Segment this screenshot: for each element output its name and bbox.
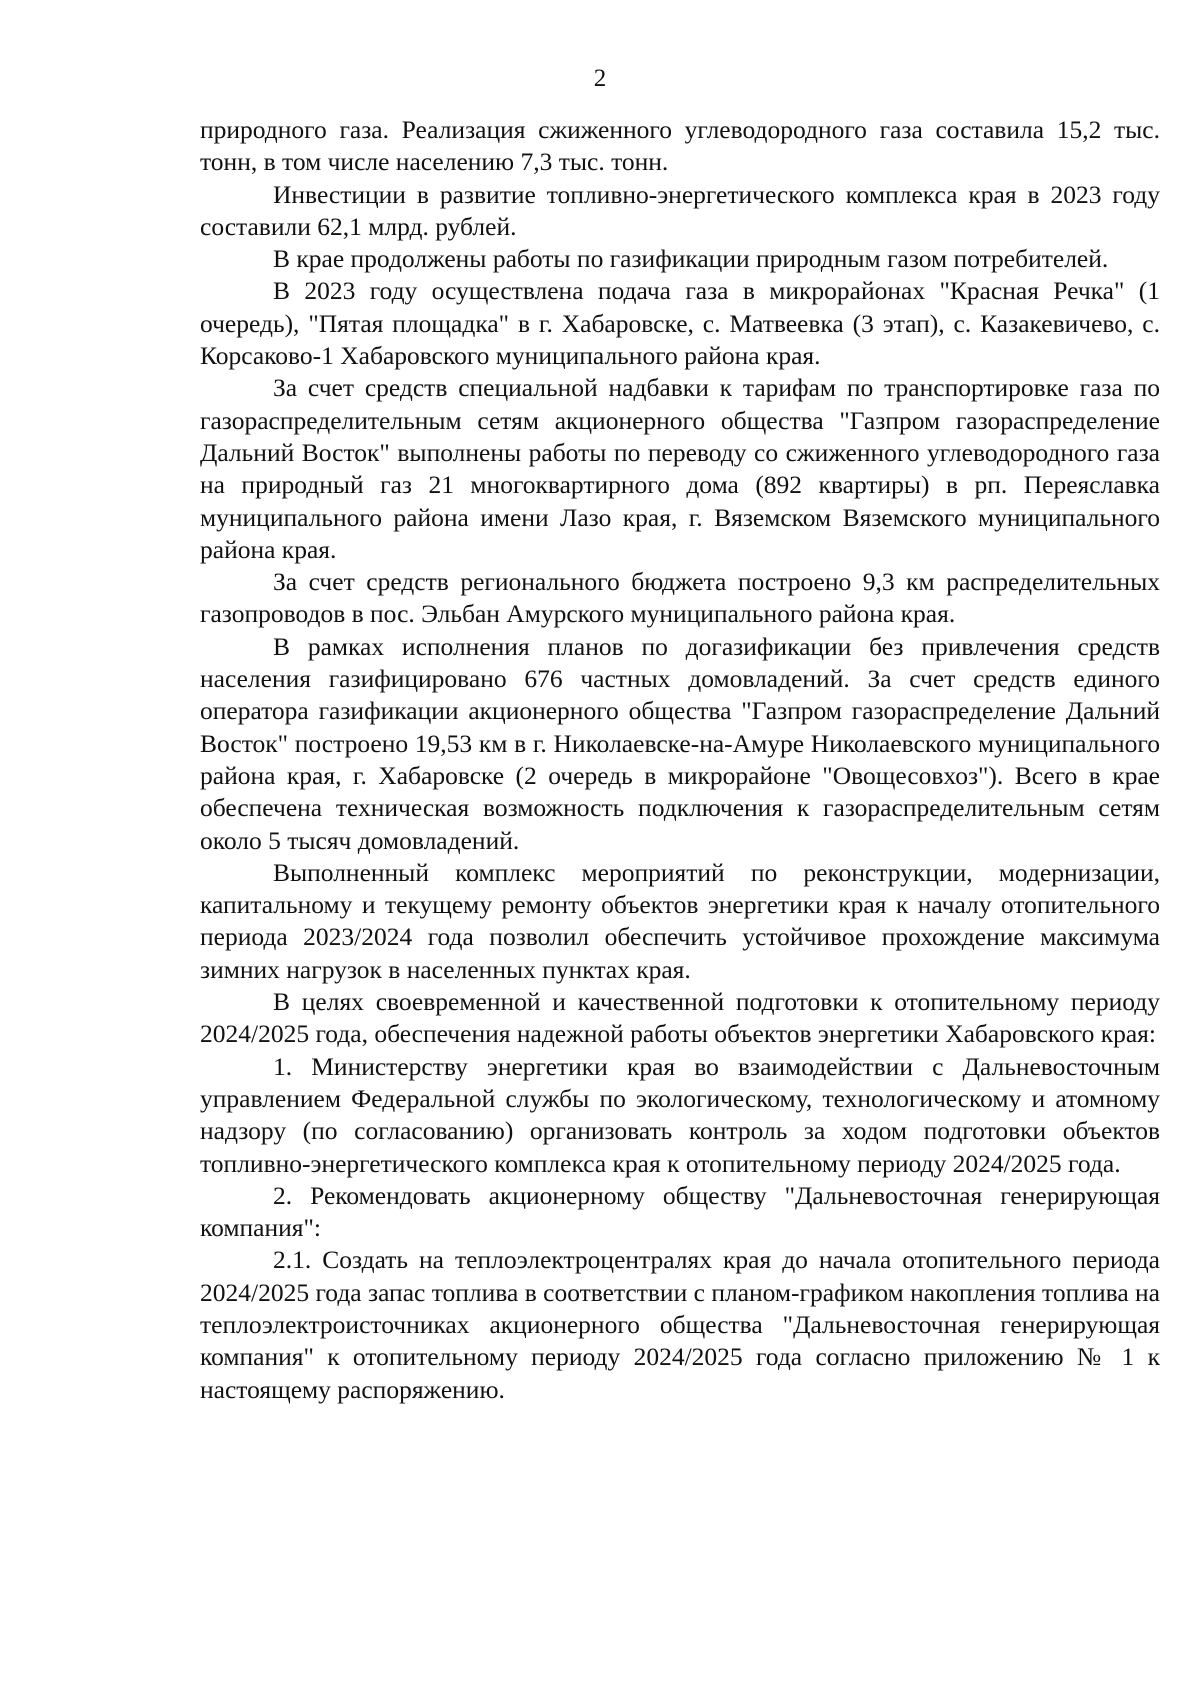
paragraph-investments: Инвестиции в развитие топливно-энергетического комплекса края в 2023 году составили 62,1 млрд. рублей.	[200, 179, 1160, 241]
paragraph-preparation-goals: В целях своевременной и качественной подготовки к отопительному периоду 2024/2025 года, обеспечения надежной работы объектов энергетики Хабаровского края:	[200, 987, 1160, 1049]
paragraph-special-surcharge: За счет средств специальной надбавки к тарифам по транспортировке газа по газораспределительным сетям акционерного общества "Газпром газораспределение Дальний Восток" выполнены работы по переводу со сжиженного углеводородного газа на природный газ 21 многоквартирного дома (892 квартиры) в рп. Переяславка муниципального района имени Лазо края, г. Вяземском Вяземского муниципального района края.	[200, 373, 1160, 564]
paragraph-regional-budget: За счет средств регионального бюджета построено 9,3 км распределительных газопроводов в пос. Эльбан Амурского муниципального района края.	[200, 567, 1160, 629]
paragraph-item-1: 1. Министерству энергетики края во взаимодействии с Дальневосточным управлением Федеральной службы по экологическому, технологическому и атомному надзору (по согласованию) организовать контроль за ходом подготовки объектов топливно-энергетического комплекса края к отопительному периоду 2024/2025 года.	[200, 1051, 1160, 1178]
document-body	[200, 114, 1160, 1406]
paragraph-additional-gasification: В рамках исполнения планов по догазификации без привлечения средств населения газифицировано 676 частных домовладений. За счет средств единого оператора газификации акционерного общества "Газпром газораспределение Дальний Восток" построено 19,53 км в г. Николаевске-на-Амуре Николаевского муниципального района края, г. Хабаровске (2 очередь в микрорайоне "Овощесовхоз"). Всего в крае обеспечена техническая возможность подключения к газораспределительным сетям около 5 тысяч домовладений.	[200, 631, 1160, 855]
page-number: 2	[593, 65, 607, 92]
paragraph-heating-season-results: Выполненный комплекс мероприятий по реконструкции, модернизации, капитальному и текущему ремонту объектов энергетики края к началу отопительного периода 2023/2024 года позволил обеспечить устойчивое прохождение максимума зимних нагрузок в населенных пунктах края.	[200, 857, 1160, 984]
paragraph-gas-supply-2023: В 2023 году осуществлена подача газа в микрорайонах "Красная Речка" (1 очередь), "Пятая площадка" в г. Хабаровске, с. Матвеевка (3 этап), с. Казакевичево, с. Корсаково-1 Хабаровского муниципального района края.	[200, 276, 1160, 371]
paragraph-lpg-sales: природного газа. Реализация сжиженного углеводородного газа составила 15,2 тыс. тонн, в том числе населению 7,3 тыс. тонн.	[200, 115, 1160, 177]
paragraph-gasification: В крае продолжены работы по газификации природным газом потребителей.	[273, 244, 1109, 274]
paragraph-item-2: 2. Рекомендовать акционерному обществу "Дальневосточная генерирующая компания":	[200, 1180, 1160, 1243]
paragraph-item-2-1: 2.1. Создать на теплоэлектроцентралях края до начала отопительного периода 2024/2025 года запас топлива в соответствии с планом-графиком накопления топлива на теплоэлектроисточниках акционерного общества "Дальневосточная генерирующая компания" к отопительному периоду 2024/2025 года согласно приложению № 1 к настоящему распоряжению.	[200, 1245, 1160, 1404]
